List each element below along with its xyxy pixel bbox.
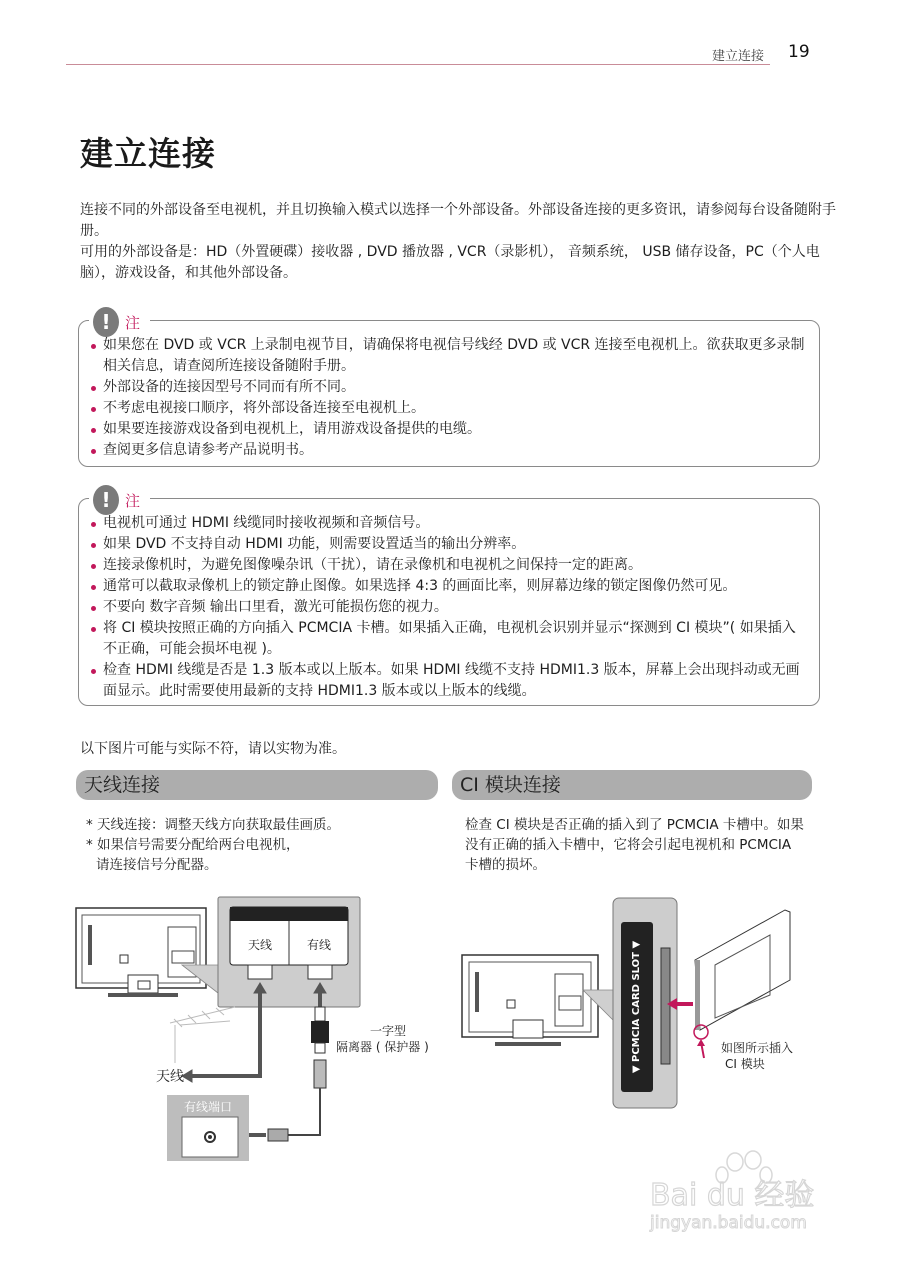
- port-label-antenna: 天线: [247, 938, 273, 952]
- antenna-icon: [170, 1007, 235, 1063]
- wall-port-label: 有线端口: [183, 1100, 233, 1114]
- antenna-note: 请连接信号分配器。: [96, 857, 218, 873]
- insert-label-1: 如图所示插入: [721, 1041, 794, 1055]
- ci-module-text: 检查 CI 模块是否正确的插入到了 PCMCIA 卡槽中。如果没有正确的插入卡槽中，它将会引起电视机和 PCMCIA 卡槽的损坏。: [465, 817, 804, 873]
- baidu-paw-icon: [640, 1140, 840, 1240]
- antenna-label: 天线: [156, 1069, 184, 1085]
- image-disclaimer: 以下图片可能与实际不符，请以实物为准。: [80, 741, 346, 757]
- exclamation-icon: !: [93, 307, 119, 337]
- isolator-label-2: 隔离器 ( 保护器 ): [336, 1040, 429, 1054]
- tv-back-icon: [462, 955, 598, 1046]
- note-item: 通常可以截取录像机上的锁定静止图像。如果选择 4:3 的画面比率，则屏幕边缘的锁定图像仍然可见。: [89, 576, 809, 597]
- port-label-cable: 有线: [306, 938, 332, 952]
- note-header: [89, 485, 150, 515]
- note-item: 如果 DVD 不支持自动 HDMI 功能，则需要设置适当的输出分辨率。: [89, 534, 809, 555]
- note-item: 查阅更多信息请参考产品说明书。: [89, 440, 809, 461]
- note-item: 将 CI 模块按照正确的方向插入 PCMCIA 卡槽。如果插入正确，电视机会识别并显示“探测到 CI 模块”( 如果插入不正确，可能会损坏电视 )。: [89, 618, 809, 660]
- isolator-label-1: 一字型: [370, 1024, 407, 1038]
- intro-text: [80, 200, 840, 284]
- tv-back-icon: [76, 908, 206, 997]
- intro-paragraph: 可用的外部设备是：HD（外置硬碟）接收器 , DVD 播放器 , VCR（录影机）， 音频系统， USB 储存设备，PC（个人电脑），游戏设备，和其他外部设备。: [80, 244, 820, 281]
- antenna-note: * 天线连接：调整天线方向获取最佳画质。: [86, 817, 341, 833]
- ci-module-diagram: [455, 890, 825, 1120]
- section-header-antenna: 天线连接: [76, 770, 438, 800]
- note-list: [89, 335, 809, 461]
- antenna-diagram-graphic: [70, 895, 450, 1165]
- note-item: 不要向 数字音频 输出口里看，激光可能损伤您的视力。: [89, 597, 809, 618]
- intro-paragraph: 连接不同的外部设备至电视机，并且切换输入模式以选择一个外部设备。外部设备连接的更多资讯，请参阅每台设备随附手册。: [80, 202, 836, 239]
- watermark-url: jingyan.baidu.com: [650, 1213, 807, 1233]
- header-section-title: 建立连接: [712, 49, 765, 64]
- antenna-notes: [86, 815, 340, 875]
- antenna-note: * 如果信号需要分配给两台电视机，: [86, 837, 300, 853]
- header-divider: [66, 64, 770, 65]
- page-number: 19: [788, 42, 810, 62]
- note-item: 检查 HDMI 线缆是否是 1.3 版本或以上版本。如果 HDMI 线缆不支持 HDMI1.3 版本，屏幕上会出现抖动或无画面显示。此时需要使用最新的支持 HDMI1.3 版本或以上版本的线缆。: [89, 660, 809, 702]
- note-item: 如果您在 DVD 或 VCR 上录制电视节目，请确保将电视信号线经 DVD 或 VCR 连接至电视机上。欲获取更多录制相关信息，请查阅所连接设备随附手册。: [89, 335, 809, 377]
- note-list: [89, 513, 809, 702]
- note-item: 电视机可通过 HDMI 线缆同时接收视频和音频信号。: [89, 513, 809, 534]
- ci-diagram-graphic: [455, 890, 825, 1120]
- note-item: 连接录像机时，为避免图像噪杂讯（干扰），请在录像机和电视机之间保持一定的距离。: [89, 555, 809, 576]
- pcmcia-slot-label: ▼ PCMCIA CARD SLOT ▼: [631, 940, 642, 1074]
- page-title: 建立连接: [80, 134, 216, 173]
- exclamation-icon: !: [93, 485, 119, 515]
- watermark-brand: Bai du 经验: [650, 1178, 815, 1213]
- note-item: 外部设备的连接因型号不同而有所不同。: [89, 377, 809, 398]
- section-header-ci-module: CI 模块连接: [452, 770, 812, 800]
- note-box: [78, 310, 820, 467]
- insert-label-2: CI 模块: [725, 1057, 765, 1071]
- ci-card-icon: [694, 910, 790, 1058]
- note-item: 不考虑电视接口顺序，将外部设备连接至电视机上。: [89, 398, 809, 419]
- note-header: [89, 307, 150, 337]
- note-item: 如果要连接游戏设备到电视机上，请用游戏设备提供的电缆。: [89, 419, 809, 440]
- note-label: 注: [125, 491, 141, 510]
- antenna-diagram: [70, 895, 450, 1165]
- baidu-watermark: [640, 1140, 840, 1240]
- note-box: [78, 488, 820, 706]
- note-label: 注: [125, 313, 141, 332]
